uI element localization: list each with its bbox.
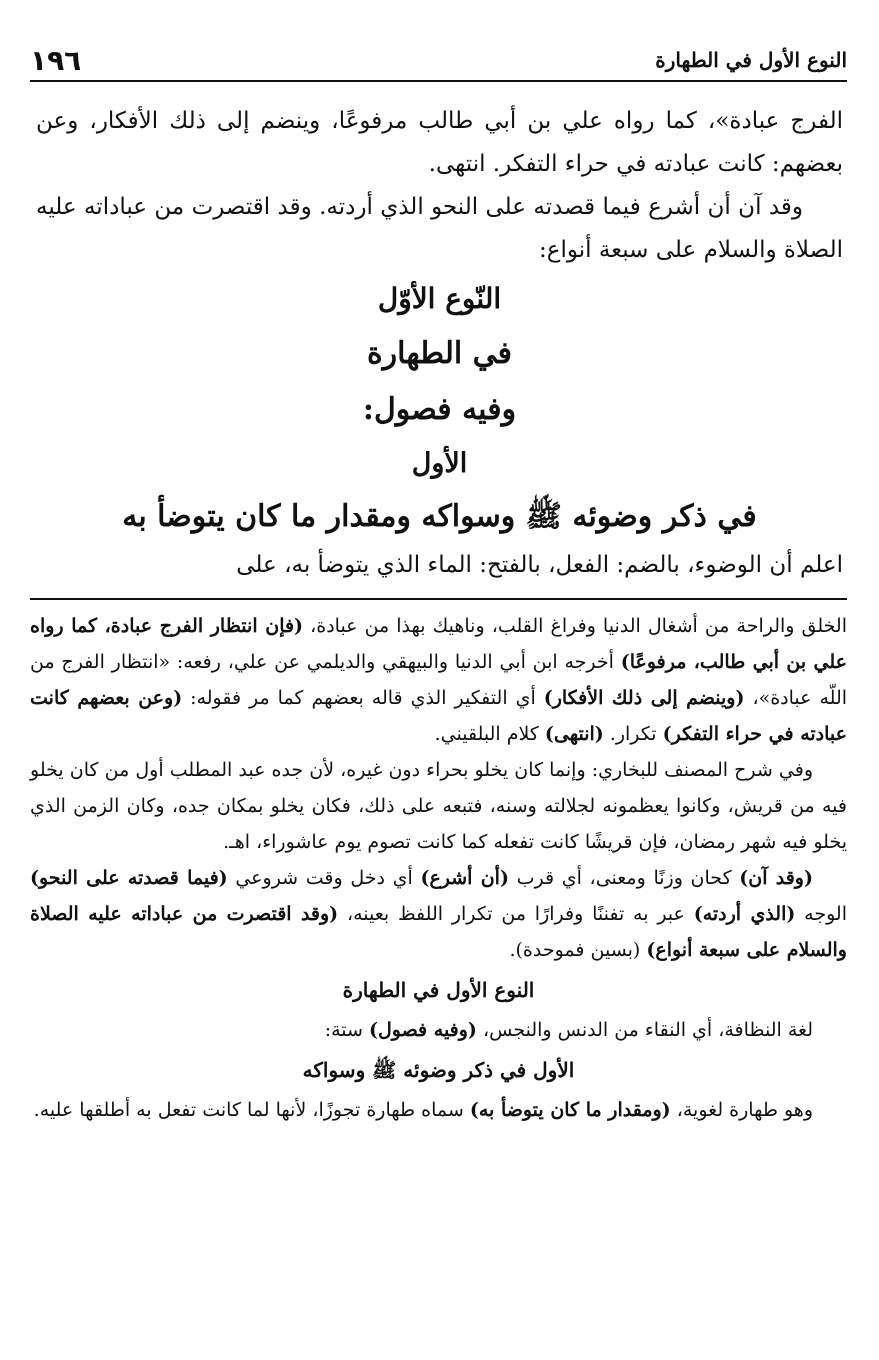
commentary-text: تكرار. [603, 723, 663, 745]
commentary-text: ستة: [324, 1019, 369, 1041]
commentary-text: أي التفكير الذي قاله بعضهم كما مر فقوله: [182, 687, 544, 709]
commentary-text: عبر به تفننًا وفرارًا من تكرار اللفظ بعينه، [338, 903, 694, 925]
commentary-paragraph-4 [30, 1012, 847, 1048]
commentary-quote: (وينضم إلى ذلك الأفكار) [543, 687, 745, 709]
commentary-text: أي دخل وقت شروعي [227, 867, 421, 889]
commentary-text: (بسين فموحدة). [509, 939, 647, 961]
commentary-paragraph-5 [30, 1092, 847, 1128]
commentary-quote: (الذي أردته) [693, 903, 796, 925]
heading-sections: وفيه فصول: [362, 392, 517, 427]
commentary-quote: (فيما قصدته على النحو) [30, 867, 228, 889]
commentary-quote: (وعن بعضهم كانت عبادته في حراء التفكر) [30, 687, 847, 745]
commentary-text: الوجه [795, 903, 847, 925]
footnote-divider [30, 598, 847, 600]
commentary-paragraph-3 [30, 860, 847, 968]
commentary-quote: (فإن انتظار الفرج عبادة، كما رواه علي بن أبي طالب، مرفوعًا) [30, 615, 847, 673]
page-header [30, 40, 847, 82]
commentary-text: الخلق والراحة من أشغال الدنيا وفراغ القلب، وناهيك بهذا من عبادة، [303, 615, 847, 637]
commentary-paragraph-1 [30, 608, 847, 752]
heading-title: في ذكر وضوئه ﷺ وسواكه ومقدار ما كان يتوضأ به [122, 499, 757, 534]
commentary-paragraph-2: وفي شرح المصنف للبخاري: وإنما كان يخلو بحراء دون غيره، لأن جده عبد المطلب أول من كان يخلو فيه من قريش، وكانوا يعظمونه لجلالته وسنه، فتبعه على ذلك، فكان يخلو بمكان جده، وكان الزمن الذي يخلو فيه شهر رمضان، فإن قريشًا كانت تفعله كما كانت تصوم يوم عاشوراء، اهـ. [30, 759, 847, 853]
commentary-quote: (انتهى) [544, 723, 604, 745]
heading-first: الأول [411, 448, 468, 479]
heading-type: النّوع الأوّل [377, 282, 502, 315]
commentary-text: لغة النظافة، أي النقاء من الدنس والنجس، [476, 1019, 813, 1041]
running-title: النوع الأول في الطهارة [655, 48, 847, 72]
commentary-quote: (ومقدار ما كان يتوضأ به) [469, 1099, 671, 1121]
main-paragraph-3: اعلم أن الوضوء، بالضم: الفعل، بالفتح: الماء الذي يتوضأ به، على [236, 552, 843, 578]
commentary-text: وهو طهارة لغوية، [670, 1099, 813, 1121]
main-paragraph-2: وقد آن أن أشرع فيما قصدته على النحو الذي أردته. وقد اقتصرت من عباداته عليه الصلاة والسلام على سبعة أنواع: [36, 194, 843, 263]
commentary-heading-2: الأول في ذكر وضوئه ﷺ وسواكه [302, 1058, 575, 1082]
page-number: ١٩٦ [30, 43, 82, 77]
commentary-quote: (أن أشرع) [420, 867, 509, 889]
commentary-text: كلام البلقيني. [434, 723, 545, 745]
commentary-quote: (وقد اقتصرت من عباداته عليه الصلاة والسلام على سبعة أنواع) [30, 903, 847, 961]
heading-chapter: في الطهارة [366, 336, 513, 371]
commentary-text: سماه طهارة تجوزًا، لأنها لما كانت تفعل به أطلقها عليه. [33, 1099, 470, 1121]
commentary-text: أخرجه ابن أبي الدنيا والبيهقي والديلمي عن علي، رفعه: «انتظار الفرج من اللّه عبادة»، [30, 651, 848, 709]
commentary-quote: (وقد آن) [739, 867, 813, 889]
commentary [30, 608, 847, 1128]
commentary-heading-1: النوع الأول في الطهارة [342, 978, 535, 1002]
main-paragraph-1: الفرج عبادة»، كما رواه علي بن أبي طالب مرفوعًا، وينضم إلى ذلك الأفكار، وعن بعضهم: كانت عبادته في حراء التفكر. انتهى. [36, 108, 843, 177]
main-text [36, 100, 843, 587]
commentary-quote: (وفيه فصول) [368, 1019, 477, 1041]
commentary-text: كحان وزنًا ومعنى، أي قرب [508, 867, 740, 889]
